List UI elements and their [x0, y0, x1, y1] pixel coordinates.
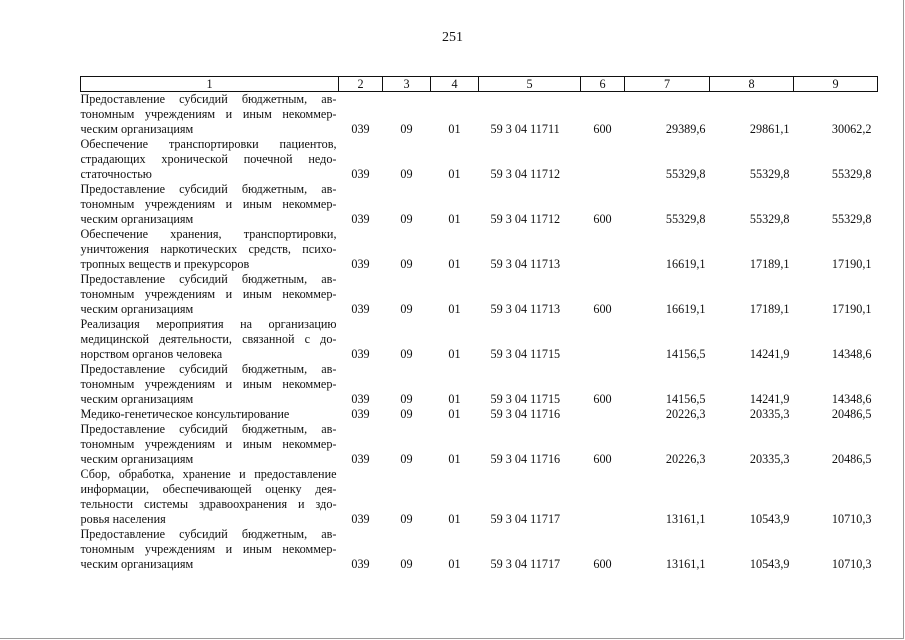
amount-year-2-cell: 29861,1 [749, 122, 790, 136]
description-line: Предоставление субсидий бюджетным, ав- [80, 92, 337, 106]
description-line: ровья населения [80, 512, 166, 526]
target-article-cell: 59 3 04 11713 [490, 257, 561, 271]
description-line: Предоставление субсидий бюджетным, ав- [80, 272, 337, 286]
amount-year-3-cell: 55329,8 [831, 212, 872, 226]
amount-year-2-cell: 10543,9 [749, 512, 790, 526]
description-cell [81, 422, 339, 467]
table-row [81, 317, 878, 362]
table-row [81, 422, 878, 467]
subsection-cell: 01 [448, 302, 461, 316]
description-cell [81, 92, 339, 138]
target-article-cell: 59 3 04 11712 [490, 167, 561, 181]
description-cell [81, 527, 339, 572]
subsection-cell: 01 [448, 257, 461, 271]
description-line: ческим организациям [80, 302, 194, 316]
description-line: Предоставление субсидий бюджетным, ав- [80, 362, 337, 376]
header-col-1: 1 [81, 77, 339, 92]
description-line: Реализация мероприятия на организацию [80, 317, 337, 331]
description-line: Предоставление субсидий бюджетным, ав- [80, 527, 337, 541]
table-row [81, 407, 878, 422]
description-cell [81, 272, 339, 317]
subsection-cell: 01 [448, 392, 461, 406]
ministry-code-cell: 039 [351, 512, 370, 526]
amount-year-1-cell: 29389,6 [665, 122, 706, 136]
amount-year-3-cell: 10710,3 [831, 557, 872, 571]
description-line: тономным учреждениям и иным некоммер- [80, 287, 337, 301]
description-line: тономным учреждениям и иным некоммер- [80, 107, 337, 121]
amount-year-1-cell: 13161,1 [665, 512, 706, 526]
subsection-cell: 01 [448, 452, 461, 466]
description-line: тономным учреждениям и иным некоммер- [80, 437, 337, 451]
target-article-cell: 59 3 04 11716 [490, 452, 561, 466]
amount-year-1-cell: 55329,8 [665, 212, 706, 226]
amount-year-1-cell: 13161,1 [665, 557, 706, 571]
description-line: ческим организациям [80, 557, 194, 571]
amount-year-2-cell: 55329,8 [749, 167, 790, 181]
section-cell: 09 [400, 122, 413, 136]
description-cell [81, 362, 339, 407]
amount-year-1-cell: 16619,1 [665, 302, 706, 316]
description-line: Обеспечение хранения, транспортировки, [80, 227, 337, 241]
subsection-cell: 01 [448, 407, 461, 421]
section-cell: 09 [400, 257, 413, 271]
section-cell: 09 [400, 407, 413, 421]
subsection-cell: 01 [448, 557, 461, 571]
table-row [81, 527, 878, 572]
amount-year-3-cell: 30062,2 [831, 122, 872, 136]
subsection-cell: 01 [448, 167, 461, 181]
table-row [81, 467, 878, 527]
ministry-code-cell: 039 [351, 392, 370, 406]
description-line: ческим организациям [80, 122, 194, 136]
amount-year-2-cell: 20335,3 [749, 452, 790, 466]
amount-year-2-cell: 14241,9 [749, 392, 790, 406]
description-line: Предоставление субсидий бюджетным, ав- [80, 182, 337, 196]
header-col-4: 4 [431, 77, 479, 92]
header-row [81, 77, 878, 92]
description-line: Обеспечение транспортировки пациентов, [80, 137, 337, 151]
section-cell: 09 [400, 512, 413, 526]
description-line: медицинской деятельности, связанной с до- [80, 332, 337, 346]
amount-year-2-cell: 20335,3 [749, 407, 790, 421]
amount-year-3-cell: 17190,1 [831, 302, 872, 316]
description-line: тономным учреждениям и иным некоммер- [80, 197, 337, 211]
table-row [81, 362, 878, 407]
description-line: статочностью [80, 167, 152, 181]
amount-year-2-cell: 17189,1 [749, 302, 790, 316]
description-line: норством органов человека [80, 347, 223, 361]
description-cell [81, 137, 339, 182]
amount-year-3-cell: 55329,8 [831, 167, 872, 181]
description-line: ческим организациям [80, 392, 194, 406]
description-cell [81, 467, 339, 527]
amount-year-3-cell: 20486,5 [831, 407, 872, 421]
amount-year-3-cell: 10710,3 [831, 512, 872, 526]
amount-year-1-cell: 55329,8 [665, 167, 706, 181]
section-cell: 09 [400, 302, 413, 316]
ministry-code-cell: 039 [351, 257, 370, 271]
header-col-7: 7 [625, 77, 710, 92]
subsection-cell: 01 [448, 347, 461, 361]
amount-year-1-cell: 20226,3 [665, 407, 706, 421]
description-cell [81, 317, 339, 362]
ministry-code-cell: 039 [351, 407, 370, 421]
ministry-code-cell: 039 [351, 212, 370, 226]
description-line: тропных веществ и прекурсоров [80, 257, 250, 271]
amount-year-2-cell: 17189,1 [749, 257, 790, 271]
target-article-cell: 59 3 04 11717 [490, 557, 561, 571]
amount-year-3-cell: 14348,6 [831, 392, 872, 406]
amount-year-2-cell: 14241,9 [749, 347, 790, 361]
ministry-code-cell: 039 [351, 302, 370, 316]
target-article-cell: 59 3 04 11716 [490, 407, 561, 421]
header-col-9: 9 [794, 77, 878, 92]
expense-type-cell [581, 407, 625, 422]
ministry-code-cell: 039 [351, 122, 370, 136]
header-col-8: 8 [710, 77, 794, 92]
expense-type-cell: 600 [593, 122, 612, 136]
section-cell: 09 [400, 167, 413, 181]
page-number: 251 [442, 30, 463, 45]
description-cell [81, 227, 339, 272]
target-article-cell: 59 3 04 11717 [490, 512, 561, 526]
expense-type-cell: 600 [593, 557, 612, 571]
expense-type-cell [581, 137, 625, 182]
section-cell: 09 [400, 557, 413, 571]
table-row [81, 227, 878, 272]
table-row [81, 92, 878, 138]
amount-year-3-cell: 14348,6 [831, 347, 872, 361]
amount-year-2-cell: 55329,8 [749, 212, 790, 226]
expense-type-cell [581, 227, 625, 272]
expense-type-cell [581, 317, 625, 362]
subsection-cell: 01 [448, 122, 461, 136]
amount-year-2-cell: 10543,9 [749, 557, 790, 571]
table-row [81, 137, 878, 182]
ministry-code-cell: 039 [351, 452, 370, 466]
budget-table [80, 76, 878, 572]
target-article-cell: 59 3 04 11713 [490, 302, 561, 316]
header-col-3: 3 [383, 77, 431, 92]
expense-type-cell: 600 [593, 392, 612, 406]
table-row [81, 182, 878, 227]
amount-year-1-cell: 14156,5 [665, 347, 706, 361]
amount-year-1-cell: 20226,3 [665, 452, 706, 466]
description-line: тономным учреждениям и иным некоммер- [80, 377, 337, 391]
target-article-cell: 59 3 04 11715 [490, 347, 561, 361]
ministry-code-cell: 039 [351, 557, 370, 571]
section-cell: 09 [400, 212, 413, 226]
subsection-cell: 01 [448, 212, 461, 226]
amount-year-3-cell: 17190,1 [831, 257, 872, 271]
description-line: страдающих хронической почечной недо- [80, 152, 337, 166]
header-col-2: 2 [339, 77, 383, 92]
header-col-5: 5 [479, 77, 581, 92]
description-line: информации, обеспечивающей оценку дея- [80, 482, 337, 496]
ministry-code-cell: 039 [351, 347, 370, 361]
section-cell: 09 [400, 452, 413, 466]
table-header [81, 77, 878, 92]
target-article-cell: 59 3 04 11712 [490, 212, 561, 226]
section-cell: 09 [400, 392, 413, 406]
description-cell [81, 182, 339, 227]
expense-type-cell: 600 [593, 452, 612, 466]
ministry-code-cell: 039 [351, 167, 370, 181]
description-line: тельности системы здравоохранения и здо- [80, 497, 337, 511]
description-line: ческим организациям [80, 452, 194, 466]
description-cell [81, 407, 339, 422]
description-line: тономным учреждениям и иным некоммер- [80, 542, 337, 556]
amount-year-1-cell: 14156,5 [665, 392, 706, 406]
description-line: Сбор, обработка, хранение и предоставление [80, 467, 337, 481]
target-article-cell: 59 3 04 11711 [490, 122, 560, 136]
section-cell: 09 [400, 347, 413, 361]
target-article-cell: 59 3 04 11715 [490, 392, 561, 406]
expense-type-cell: 600 [593, 302, 612, 316]
subsection-cell: 01 [448, 512, 461, 526]
amount-year-1-cell: 16619,1 [665, 257, 706, 271]
expense-type-cell [581, 467, 625, 527]
description-line: Предоставление субсидий бюджетным, ав- [80, 422, 337, 436]
description-line: ческим организациям [80, 212, 194, 226]
table-body [81, 92, 878, 573]
header-col-6: 6 [581, 77, 625, 92]
description-line: Медико-генетическое консультирование [80, 407, 290, 421]
table-row [81, 272, 878, 317]
amount-year-3-cell: 20486,5 [831, 452, 872, 466]
description-line: уничтожения наркотических средств, психо- [80, 242, 337, 256]
expense-type-cell: 600 [593, 212, 612, 226]
